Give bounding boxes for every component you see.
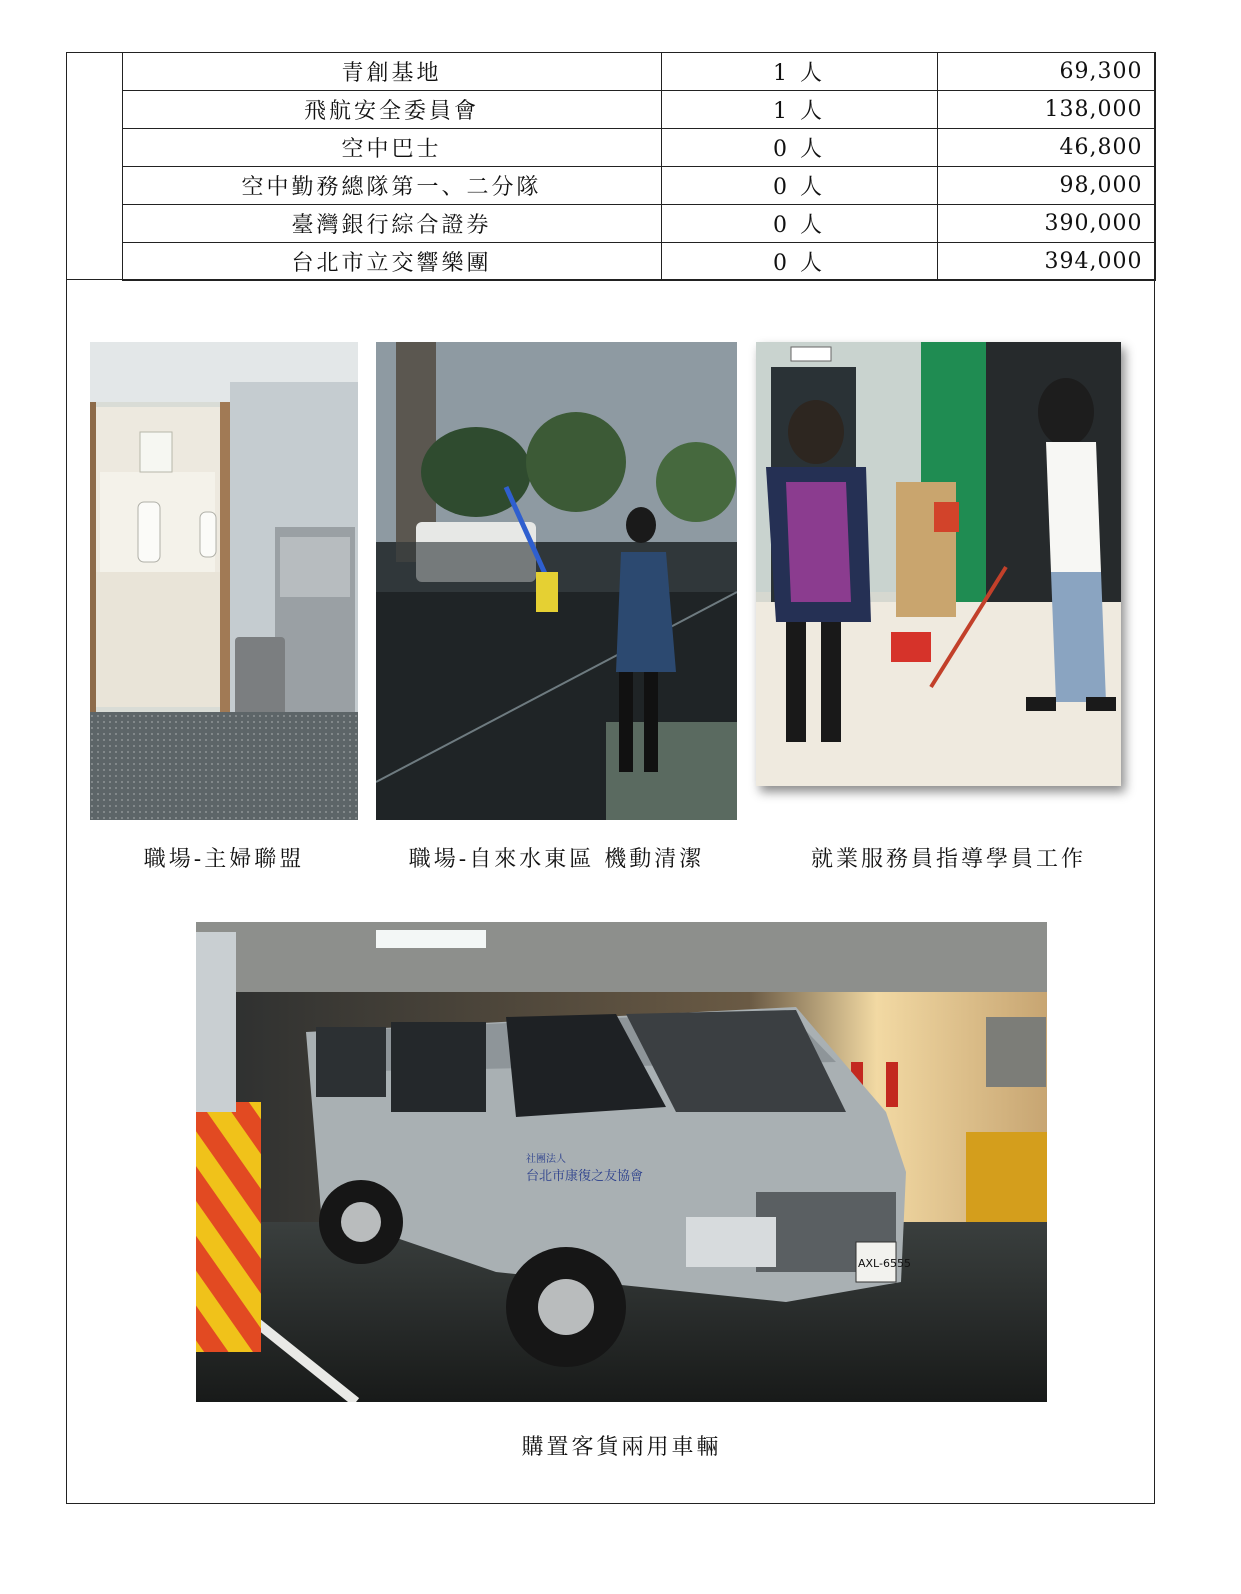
person-count: 0 人 — [661, 129, 937, 167]
caption-photo-2: 職場-自來水東區 機動清潔 — [408, 847, 705, 872]
blank-cell — [66, 243, 122, 281]
person-count: 1 人 — [661, 91, 937, 129]
unit-name: 臺灣銀行綜合證券 — [122, 205, 661, 243]
unit-name: 空中勤務總隊第一、二分隊 — [122, 167, 661, 205]
caption-photo-1: 職場-主婦聯盟 — [143, 847, 305, 872]
table-row — [66, 129, 1155, 167]
window-cleaning-photo — [376, 342, 737, 820]
table-row — [66, 167, 1155, 205]
guidance-photo — [756, 342, 1121, 786]
van-label-line1: 社團法人 — [526, 1154, 566, 1165]
amount: 69,300 — [937, 53, 1155, 91]
van-plate: AXL-6555 — [858, 1257, 911, 1270]
person-count: 0 人 — [661, 205, 937, 243]
table-bottom-rule — [66, 279, 1155, 280]
blank-cell — [66, 53, 122, 91]
blank-cell — [66, 205, 122, 243]
unit-name: 青創基地 — [122, 53, 661, 91]
amount: 394,000 — [937, 243, 1155, 281]
caption-photo-3: 就業服務員指導學員工作 — [810, 847, 1086, 872]
unit-name: 飛航安全委員會 — [122, 91, 661, 129]
unit-name: 台北市立交響樂團 — [122, 243, 661, 281]
unit-name: 空中巴士 — [122, 129, 661, 167]
person-count: 1 人 — [661, 53, 937, 91]
amount: 46,800 — [937, 129, 1155, 167]
table-row — [66, 243, 1155, 281]
amount: 390,000 — [937, 205, 1155, 243]
table-row — [66, 91, 1155, 129]
income-table — [66, 52, 1156, 281]
amount: 98,000 — [937, 167, 1155, 205]
person-count: 0 人 — [661, 243, 937, 281]
van-label-line2: 台北市康復之友協會 — [526, 1169, 644, 1184]
person-count: 0 人 — [661, 167, 937, 205]
table-row — [66, 205, 1155, 243]
table-row — [66, 53, 1155, 91]
blank-cell — [66, 91, 122, 129]
caption-photo-4: 購置客貨兩用車輛 — [521, 1435, 722, 1460]
restroom-photo — [90, 342, 358, 820]
blank-cell — [66, 129, 122, 167]
blank-cell — [66, 167, 122, 205]
van-photo — [196, 922, 1047, 1402]
amount: 138,000 — [937, 91, 1155, 129]
